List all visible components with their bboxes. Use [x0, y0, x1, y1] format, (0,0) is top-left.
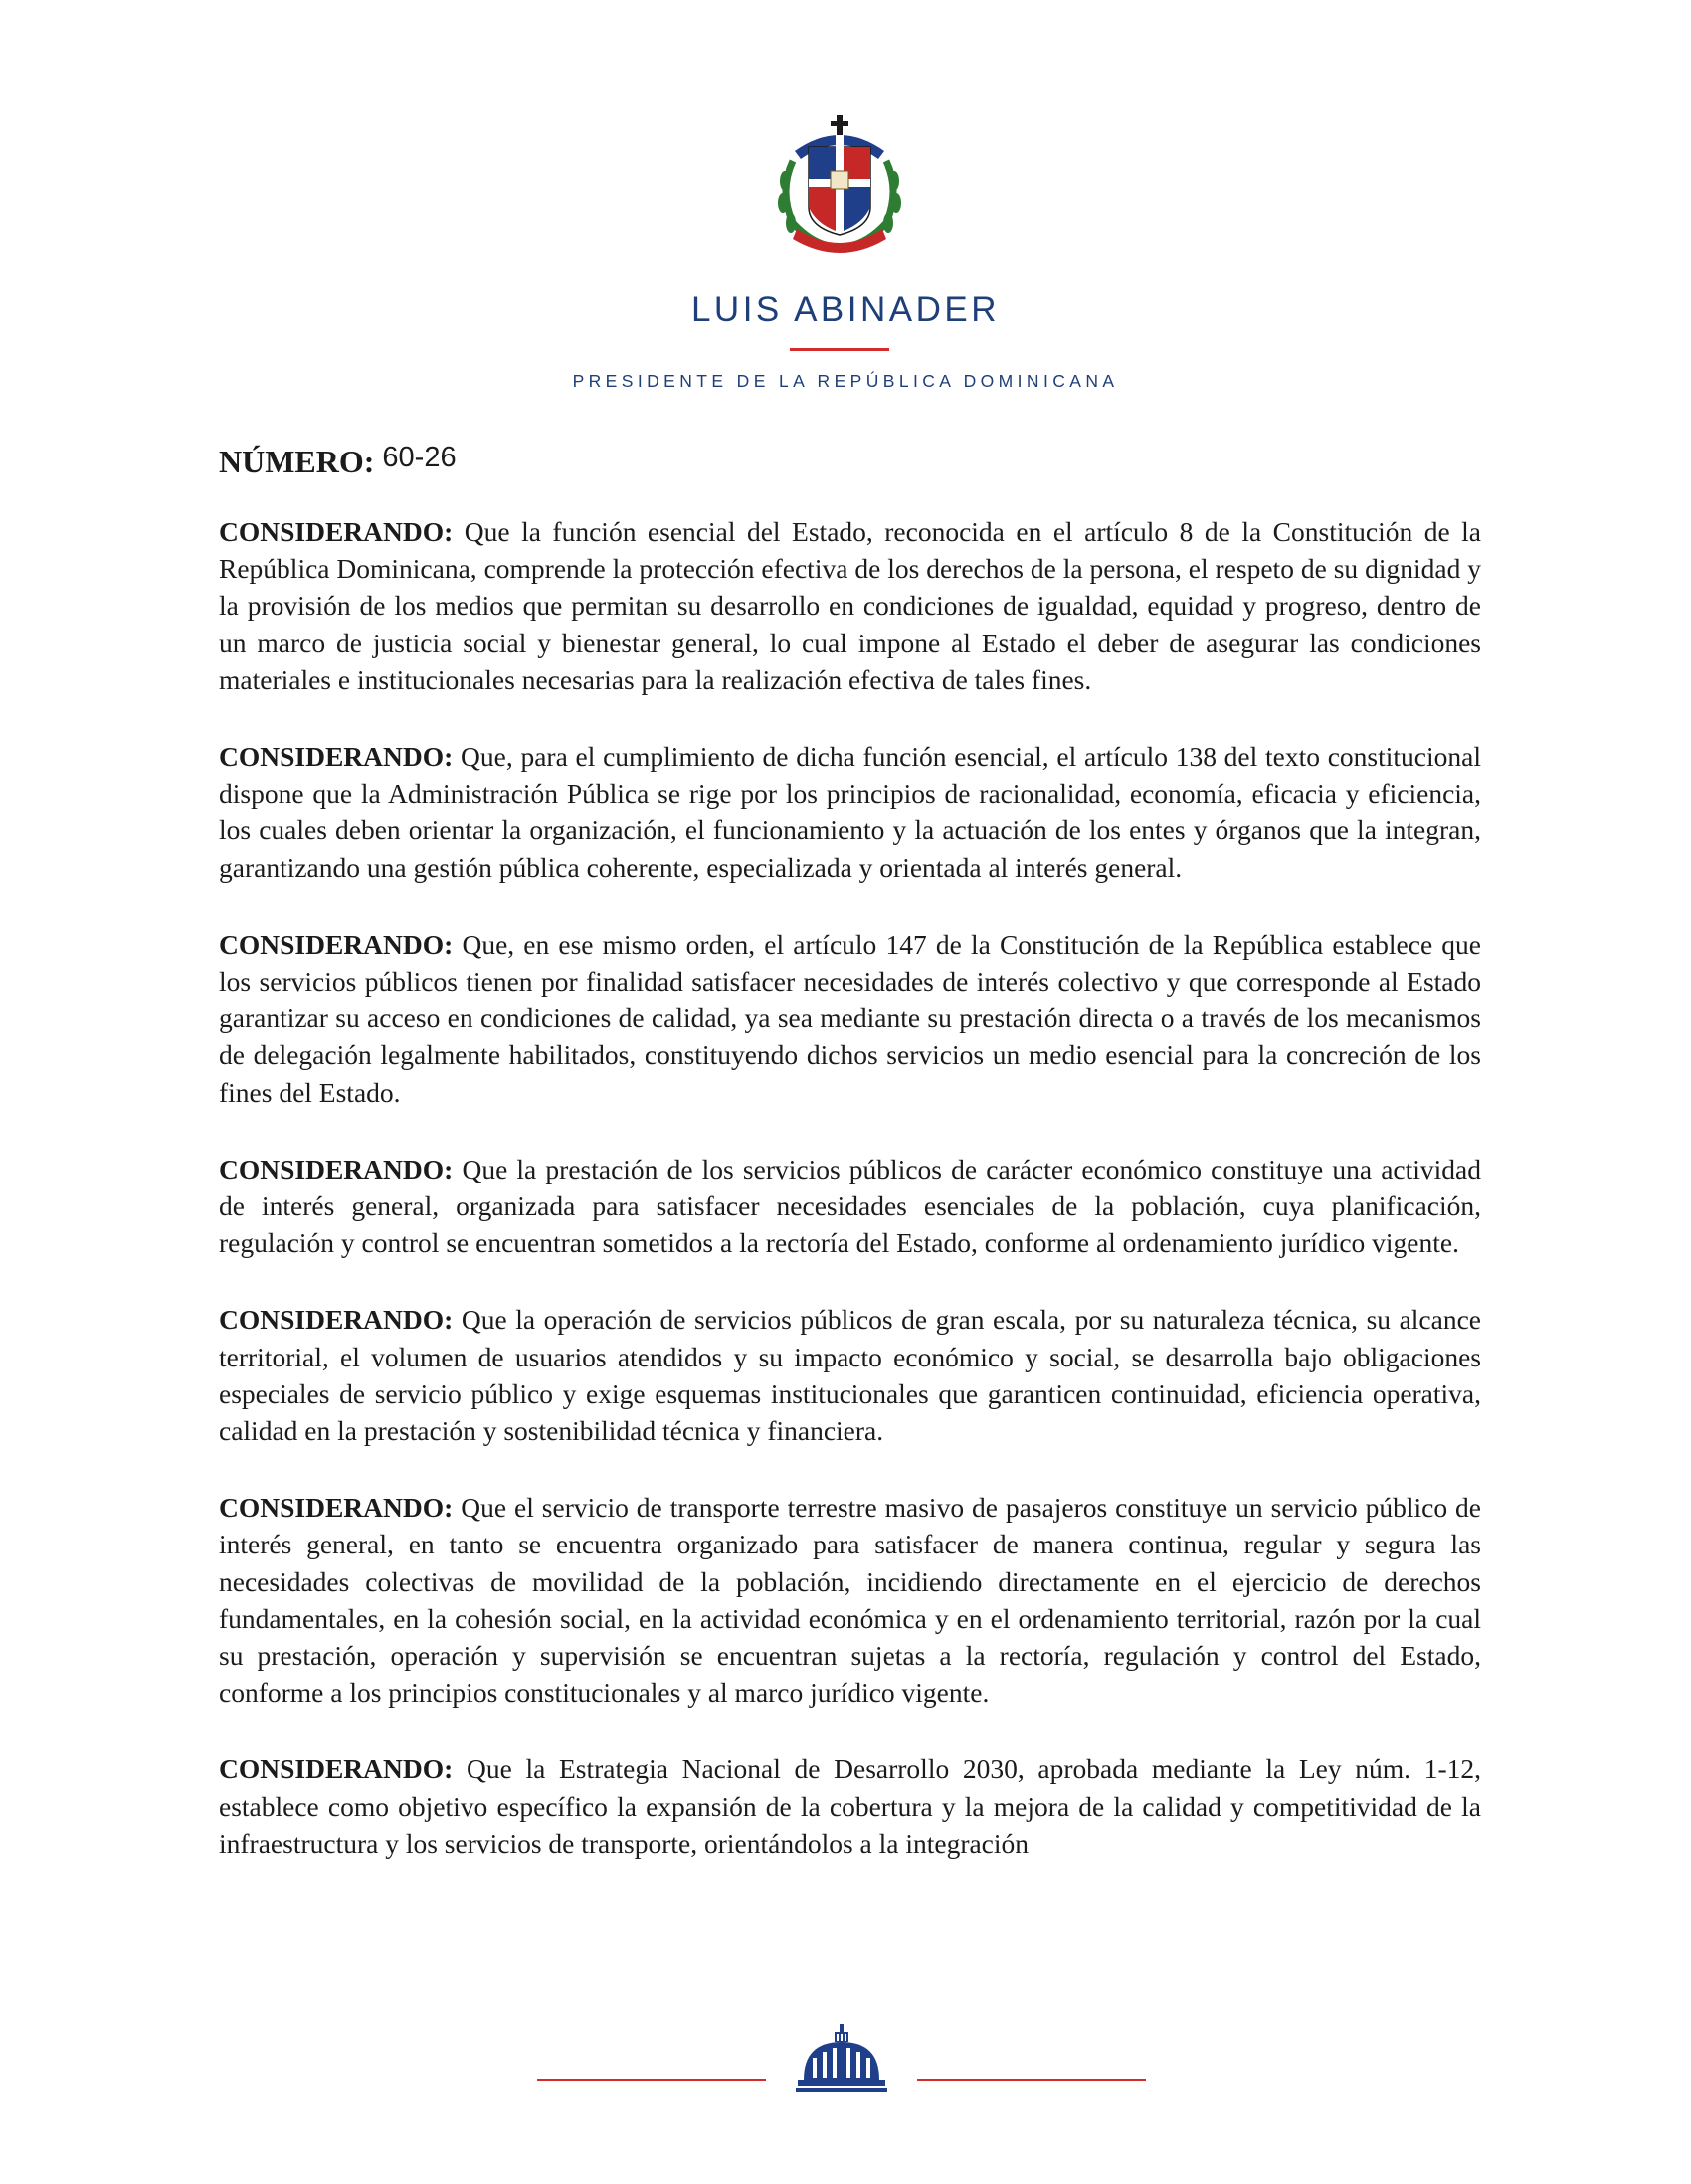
coat-of-arms-icon	[771, 111, 908, 257]
considerandos-body	[219, 513, 1481, 1902]
considerando-keyword: CONSIDERANDO:	[219, 928, 454, 960]
considerando-paragraph	[219, 738, 1481, 886]
considerando-paragraph	[219, 1489, 1481, 1711]
considerando-text: Que, para el cumplimiento de dicha función esencial, el artículo 138 del texto constitucional dispone que la Administración Pública se rige por los principios de racionalidad, economía, eficacia y eficiencia, los cuales deben orientar la organización, el funcionamiento y la actuación de los entes y órganos que la integran, garantizando una gestión pública coherente, especializada y orientada al interés general.	[219, 741, 1481, 883]
considerando-keyword: CONSIDERANDO:	[219, 516, 454, 547]
considerando-keyword: CONSIDERANDO:	[219, 1753, 454, 1785]
footer-rule-left	[537, 2079, 766, 2081]
considerando-keyword: CONSIDERANDO:	[219, 1304, 454, 1336]
considerando-text: Que la prestación de los servicios públicos de carácter económico constituye una actividad de interés general, organizada para satisfacer necesidades esenciales de la población, cuya planificación, regulación y control se encuentran sometidos a la rectoría del Estado, conforme al ordenamiento jurídico vigente.	[219, 1153, 1482, 1259]
considerando-text: Que, en ese mismo orden, el artículo 147 de la Constitución de la República establece que los servicios públicos tienen por finalidad satisfacer necesidades de interés colectivo y que corresponde al Estado garantizar su acceso en condiciones de calidad, ya sea mediante su prestación directa o a través de los mecanismos de delegación legalmente habilitados, constituyendo dichos servicios un medio esencial para la concreción de los fines del Estado.	[219, 928, 1481, 1108]
president-title: PRESIDENTE DE LA REPÚBLICA DOMINICANA	[572, 371, 1119, 391]
considerando-text: Que la Estrategia Nacional de Desarrollo 2030, aprobada mediante la Ley núm. 1-12, establece como objetivo específico la expansión de la cobertura y la mejora de la calidad y competitividad de la infraestructura y los servicios de transporte, orientándolos a la integración	[219, 1753, 1481, 1859]
considerando-keyword: CONSIDERANDO:	[219, 1492, 454, 1524]
president-name: LUIS ABINADER	[690, 290, 1001, 329]
footer-rule-right	[917, 2079, 1146, 2081]
considerando-text: Que la operación de servicios públicos de gran escala, por su naturaleza técnica, su alcance territorial, el volumen de usuarios atendidos y su impacto económico y social, se desarrolla bajo obligaciones especiales de servicio público y exige esquemas institucionales que garanticen continuidad, eficiencia operativa, calidad en la prestación y sostenibilidad técnica y financiera.	[219, 1304, 1481, 1447]
considerando-paragraph	[219, 1151, 1481, 1262]
considerando-paragraph	[219, 1750, 1481, 1862]
considerando-text: Que el servicio de transporte terrestre masivo de pasajeros constituye un servicio público de interés general, en tanto se encuentra organizado para satisfacer de manera continua, regular y segura las necesidades colectivas de movilidad de la población, incidiendo directamente en el ejercicio de derechos fundamentales, en la cohesión social, en la actividad económica y en el ordenamiento territorial, razón por la cual su prestación, operación y supervisión se encuentran sujetas a la rectoría, regulación y control del Estado, conforme a los principios constitucionales y al marco jurídico vigente.	[219, 1492, 1481, 1709]
decree-number-line	[219, 444, 457, 480]
palace-dome-icon	[796, 2024, 887, 2093]
considerando-paragraph	[219, 926, 1481, 1111]
considerando-paragraph	[219, 1301, 1481, 1449]
name-underline	[790, 348, 889, 351]
considerando-keyword: CONSIDERANDO:	[219, 1153, 454, 1184]
decree-number-value: 60-26	[382, 442, 457, 473]
considerando-text: Que la función esencial del Estado, reconocida en el artículo 8 de la Constitución de la República Dominicana, comprende la protección efectiva de los derechos de la persona, el respeto de su dignidad y la provisión de los medios que permitan su desarrollo en condiciones de igualdad, equidad y progreso, dentro de un marco de justicia social y bienestar general, lo cual impone al Estado el deber de asegurar las condiciones materiales e institucionales necesarias para la realización efectiva de tales fines.	[219, 516, 1482, 695]
considerando-paragraph	[219, 513, 1481, 698]
considerando-keyword: CONSIDERANDO:	[219, 741, 454, 773]
decree-number-label: NÚMERO:	[219, 444, 375, 479]
